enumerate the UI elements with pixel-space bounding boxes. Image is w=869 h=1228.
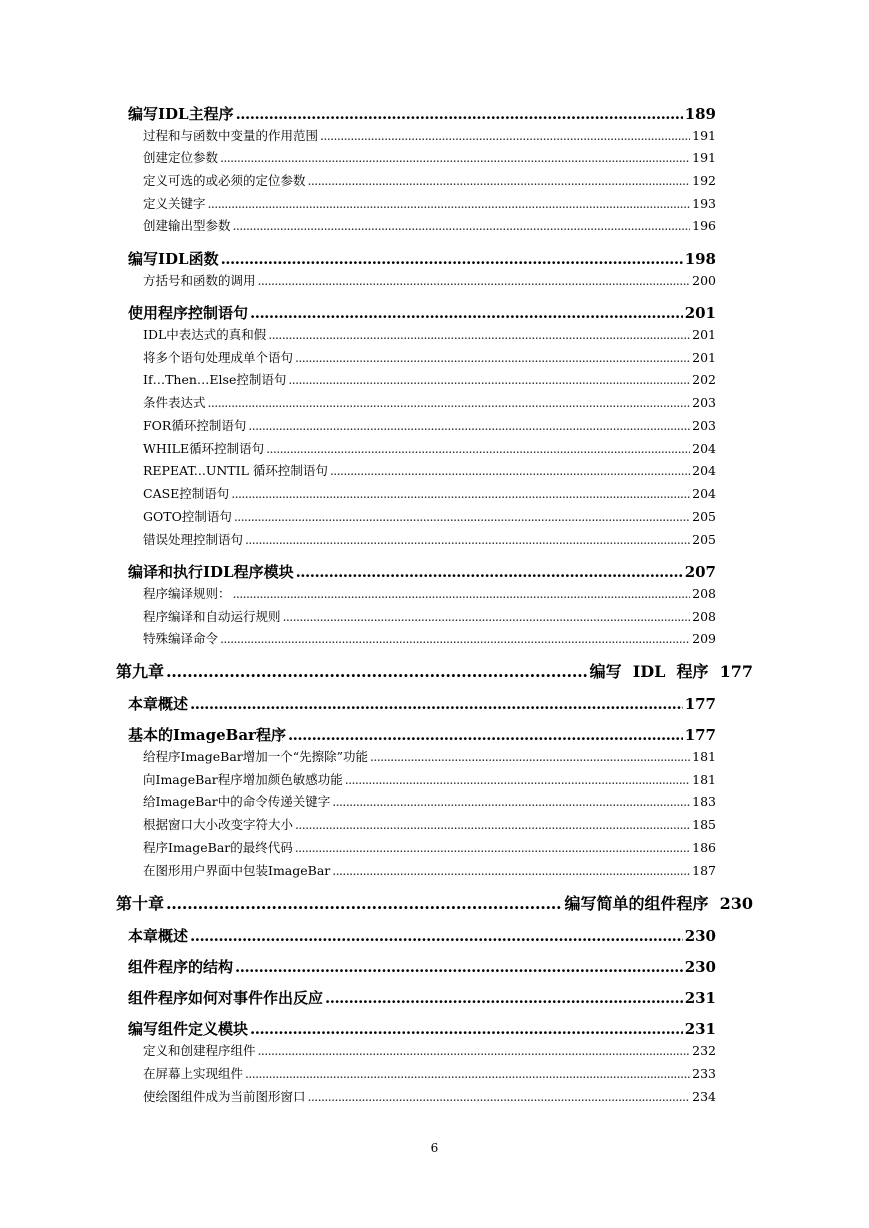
dot-leader [370,751,690,764]
toc-entry [143,865,716,878]
dot-leader [288,374,690,387]
toc-title: 组件程序的结构 [128,958,234,976]
toc-title: GOTO控制语句 [143,509,232,524]
dot-leader [288,728,683,743]
dot-leader [258,275,691,288]
page-number: 6 [430,1141,439,1155]
toc-entry [128,565,716,580]
toc-title: 方括号和函数的调用 [143,273,256,288]
toc-entry [128,252,716,267]
toc-title: 本章概述 [128,695,189,713]
toc-page: 234 [692,1089,716,1104]
toc-entry [128,960,716,975]
dot-leader [245,534,690,547]
toc-entry [143,220,716,233]
toc-title: 第十章 [116,894,165,913]
dot-leader [236,107,683,122]
toc-page: 177 [684,726,716,744]
toc-title: 定义关键字 [143,196,206,211]
toc-page: 编写 IDL 程序 177 [589,662,753,681]
toc-page: 189 [684,105,716,123]
toc-page: 231 [684,989,716,1007]
toc-page: 186 [692,840,716,855]
toc-entry [143,275,716,288]
toc-page: 231 [684,1020,716,1038]
toc-title: 条件表达式 [143,395,206,410]
dot-leader [248,420,690,433]
toc-entry [143,175,716,188]
dot-leader [320,130,690,143]
dot-leader [235,960,683,975]
toc-entry [128,306,716,321]
toc-entry [143,465,716,478]
toc-page: 204 [692,441,716,456]
toc-title: 错误处理控制语句 [143,532,244,547]
dot-leader [258,1045,691,1058]
toc-page: 193 [692,196,716,211]
dot-leader [308,1091,691,1104]
toc-entry [143,352,716,365]
toc-title: 程序编译规则： [143,586,231,601]
dot-leader [295,819,690,832]
toc-page: 232 [692,1043,716,1058]
dot-leader [250,1022,683,1037]
dot-leader [208,397,691,410]
toc-page: 205 [692,509,716,524]
toc-entry [143,588,716,601]
toc-title: 使绘图组件成为当前图形窗口 [143,1089,306,1104]
toc-page: 208 [692,609,716,624]
toc-entry [143,774,716,787]
toc-title: 根据窗口大小改变字符大小 [143,817,294,832]
toc-title: 特殊编译命令 [143,631,219,646]
toc-page: 209 [692,631,716,646]
dot-leader [325,991,683,1006]
toc-title: 创建定位参数 [143,150,219,165]
toc-page: 201 [684,304,716,322]
toc-entry [143,488,716,501]
toc-title: 在图形用户界面中包装ImageBar [143,863,331,878]
toc-page: 编写简单的组件程序 230 [564,894,753,913]
toc-entry [143,443,716,456]
toc-chapter [116,664,753,680]
toc-title: 定义和创建程序组件 [143,1043,256,1058]
dot-leader [220,633,690,646]
toc-title: If…Then…Else控制语句 [143,372,287,387]
toc-entry [143,420,716,433]
toc-page: 183 [692,794,716,809]
toc-title: 向ImageBar程序增加颜色敏感功能 [143,772,343,787]
toc-entry [128,697,716,712]
toc-page: 205 [692,532,716,547]
toc-entry [128,991,716,1006]
toc-entry [128,929,716,944]
dot-leader [250,306,683,321]
toc-entry [143,1091,716,1104]
toc-title: 本章概述 [128,927,189,945]
dot-leader [345,774,690,787]
toc-page: 198 [684,250,716,268]
toc-entry [143,511,716,524]
toc-entry [128,1022,716,1037]
toc-entry [143,751,716,764]
toc-title: 创建输出型参数 [143,218,231,233]
toc-entry [128,728,716,743]
toc-page: 200 [692,273,716,288]
toc-entry [143,819,716,832]
toc-page: 230 [684,927,716,945]
toc-page: 201 [692,327,716,342]
toc-entry [128,107,716,122]
toc-title: 给ImageBar中的命令传递关键字 [143,794,331,809]
toc-page: 203 [692,418,716,433]
toc-entry [143,152,716,165]
dot-leader [296,565,683,580]
dot-leader [268,329,690,342]
dot-leader [166,664,588,680]
dot-leader [208,198,691,211]
toc-page: 230 [684,958,716,976]
toc-title: 程序编译和自动运行规则 [143,609,281,624]
toc-page: 207 [684,563,716,581]
toc-chapter [116,896,753,912]
toc-title: CASE控制语句 [143,486,230,501]
toc-title: WHILE循环控制语句 [143,441,265,456]
dot-leader [166,896,562,912]
dot-leader [220,152,690,165]
toc-page: 192 [692,173,716,188]
toc-entry [143,633,716,646]
toc-entry [143,397,716,410]
toc-entry [143,130,716,143]
toc-title: 基本的ImageBar程序 [128,726,286,744]
toc-title: 第九章 [116,662,165,681]
toc-title: 编译和执行IDL程序模块 [128,563,294,581]
dot-leader [266,443,690,456]
dot-leader [245,1068,690,1081]
toc-page: 177 [684,695,716,713]
toc-title: IDL中表达式的真和假 [143,327,267,342]
toc-page: 201 [692,350,716,365]
dot-leader [221,252,683,267]
toc-page: 203 [692,395,716,410]
toc-title: FOR循环控制语句 [143,418,247,433]
toc-title: 定义可选的或必须的定位参数 [143,173,306,188]
toc-title: 将多个语句处理成单个语句 [143,350,294,365]
dot-leader [234,511,690,524]
toc-entry [143,374,716,387]
toc-entry [143,1045,716,1058]
dot-leader [233,588,691,601]
toc-title: 编写IDL函数 [128,250,219,268]
toc-entry [143,611,716,624]
dot-leader [332,796,690,809]
dot-leader [308,175,691,188]
toc-title: REPEAT...UNTIL 循环控制语句 [143,463,328,478]
dot-leader [295,842,690,855]
toc-entry [143,1068,716,1081]
dot-leader [233,220,691,233]
toc-page: 181 [692,749,716,764]
dot-leader [330,465,690,478]
toc-title: 给程序ImageBar增加一个“先擦除”功能 [143,749,369,764]
dot-leader [295,352,690,365]
toc-page: 204 [692,486,716,501]
toc-title: 过程和与函数中变量的作用范围 [143,128,319,143]
toc-page: 185 [692,817,716,832]
toc-page: 208 [692,586,716,601]
toc-title: 编写组件定义模块 [128,1020,249,1038]
toc-entry [143,329,716,342]
dot-leader [190,697,683,712]
dot-leader [332,865,690,878]
toc-page: 233 [692,1066,716,1081]
toc-entry [143,842,716,855]
toc-title: 程序ImageBar的最终代码 [143,840,293,855]
dot-leader [283,611,691,624]
toc-entry [143,534,716,547]
toc-title: 在屏幕上实现组件 [143,1066,244,1081]
toc-page: 196 [692,218,716,233]
dot-leader [190,929,683,944]
toc-title: 使用程序控制语句 [128,304,249,322]
toc-page: 191 [692,128,716,143]
toc-entry [143,796,716,809]
toc-page: 204 [692,463,716,478]
toc-title: 编写IDL主程序 [128,105,234,123]
toc-page: 191 [692,150,716,165]
toc-page: 181 [692,772,716,787]
toc-entry [143,198,716,211]
toc-title: 组件程序如何对事件作出反应 [128,989,324,1007]
toc-page: 202 [692,372,716,387]
toc-page: 187 [692,863,716,878]
dot-leader [231,488,690,501]
